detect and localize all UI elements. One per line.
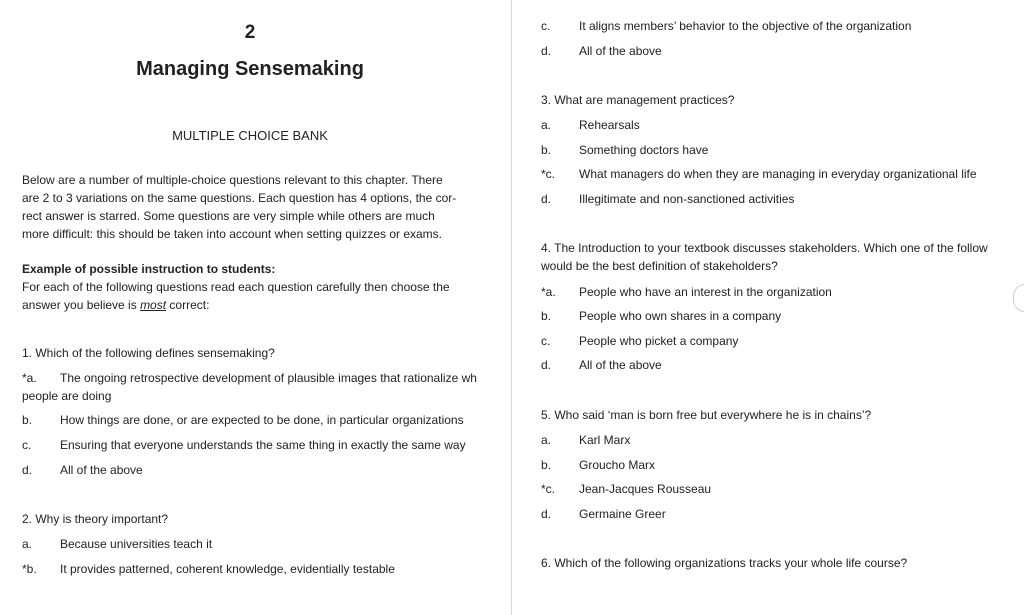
- bank-heading: MULTIPLE CHOICE BANK: [172, 128, 328, 143]
- option-text: Illegitimate and non-sanctioned activities: [579, 192, 795, 206]
- option-text: Germaine Greer: [579, 507, 666, 521]
- option-text: People who have an interest in the organization: [579, 285, 832, 299]
- option-text: Karl Marx: [579, 433, 631, 447]
- option-letter: *a.: [22, 371, 37, 385]
- option-text-continued: people are doing: [22, 389, 112, 403]
- instruction-text: answer you believe is: [22, 298, 141, 312]
- question-5: 5. Who said ‘man is born free but everywhere he is in chains’?: [541, 408, 872, 422]
- option-text: How things are done, or are expected to be done, in particular organizations: [60, 413, 464, 427]
- instruction-line: [22, 296, 492, 314]
- option-letter: *c.: [541, 482, 556, 496]
- option-letter: b.: [22, 413, 33, 427]
- option-text: Groucho Marx: [579, 458, 656, 472]
- option-letter: a.: [541, 433, 552, 447]
- option-text: Rehearsals: [579, 118, 640, 132]
- option-letter: d.: [541, 192, 552, 206]
- option-letter: d.: [541, 358, 552, 372]
- chapter-title: Managing Sensemaking: [136, 58, 364, 80]
- question-4: 4. The Introduction to your textbook discusses stakeholders. Which one of the follow: [541, 241, 988, 255]
- question-2: 2. Why is theory important?: [22, 512, 169, 526]
- question-1: 1. Which of the following defines sensemaking?: [22, 346, 275, 360]
- option-text: All of the above: [579, 44, 662, 58]
- option-text: It aligns members’ behavior to the objective of the organization: [579, 19, 912, 33]
- instruction-text: correct:: [166, 298, 210, 312]
- right-page: [511, 0, 1024, 615]
- option-letter: b.: [541, 309, 552, 323]
- scroll-handle-icon[interactable]: [1013, 284, 1024, 312]
- option-letter: d.: [541, 44, 552, 58]
- option-text: Something doctors have: [579, 143, 709, 157]
- intro-line: rect answer is starred. Some questions are very simple while others are much: [22, 209, 435, 223]
- intro-paragraph: [22, 171, 492, 243]
- option-text: Because universities teach it: [60, 537, 213, 551]
- question-4-continued: would be the best definition of stakeholders?: [541, 259, 778, 273]
- question-6: 6. Which of the following organizations tracks your whole life course?: [541, 556, 908, 570]
- option-text: People who own shares in a company: [579, 309, 782, 323]
- emphasis-most: most: [140, 298, 167, 312]
- question-3: 3. What are management practices?: [541, 93, 735, 107]
- option-text: Jean-Jacques Rousseau: [579, 482, 712, 496]
- example-heading: Example of possible instruction to students:: [22, 262, 276, 276]
- option-letter: b.: [541, 143, 552, 157]
- option-text: All of the above: [60, 463, 143, 477]
- instruction-paragraph: [22, 278, 492, 314]
- option-text: Ensuring that everyone understands the same thing in exactly the same way: [60, 438, 466, 452]
- option-text: All of the above: [579, 358, 662, 372]
- option-letter: b.: [541, 458, 552, 472]
- option-letter: d.: [22, 463, 33, 477]
- intro-line: are 2 to 3 variations on the same questions. Each question has 4 options, the cor-: [22, 191, 457, 205]
- left-page: [0, 0, 510, 615]
- instruction-line: For each of the following questions read each question carefully then choose the: [22, 280, 450, 294]
- option-letter: a.: [22, 537, 33, 551]
- option-letter: *b.: [22, 562, 37, 576]
- option-text: People who picket a company: [579, 334, 739, 348]
- option-text: The ongoing retrospective development of plausible images that rationalize wh: [60, 371, 477, 385]
- option-text: It provides patterned, coherent knowledge, evidentially testable: [60, 562, 395, 576]
- chapter-number: 2: [244, 22, 256, 43]
- intro-line: more difficult: this should be taken into account when setting quizzes or exams.: [22, 227, 443, 241]
- option-letter: *a.: [541, 285, 556, 299]
- option-letter: c.: [541, 19, 551, 33]
- intro-line: Below are a number of multiple-choice questions relevant to this chapter. There: [22, 173, 443, 187]
- option-letter: *c.: [541, 167, 556, 181]
- option-letter: a.: [541, 118, 552, 132]
- option-text: What managers do when they are managing in everyday organizational life: [579, 167, 977, 181]
- option-letter: c.: [22, 438, 32, 452]
- option-letter: d.: [541, 507, 552, 521]
- option-letter: c.: [541, 334, 551, 348]
